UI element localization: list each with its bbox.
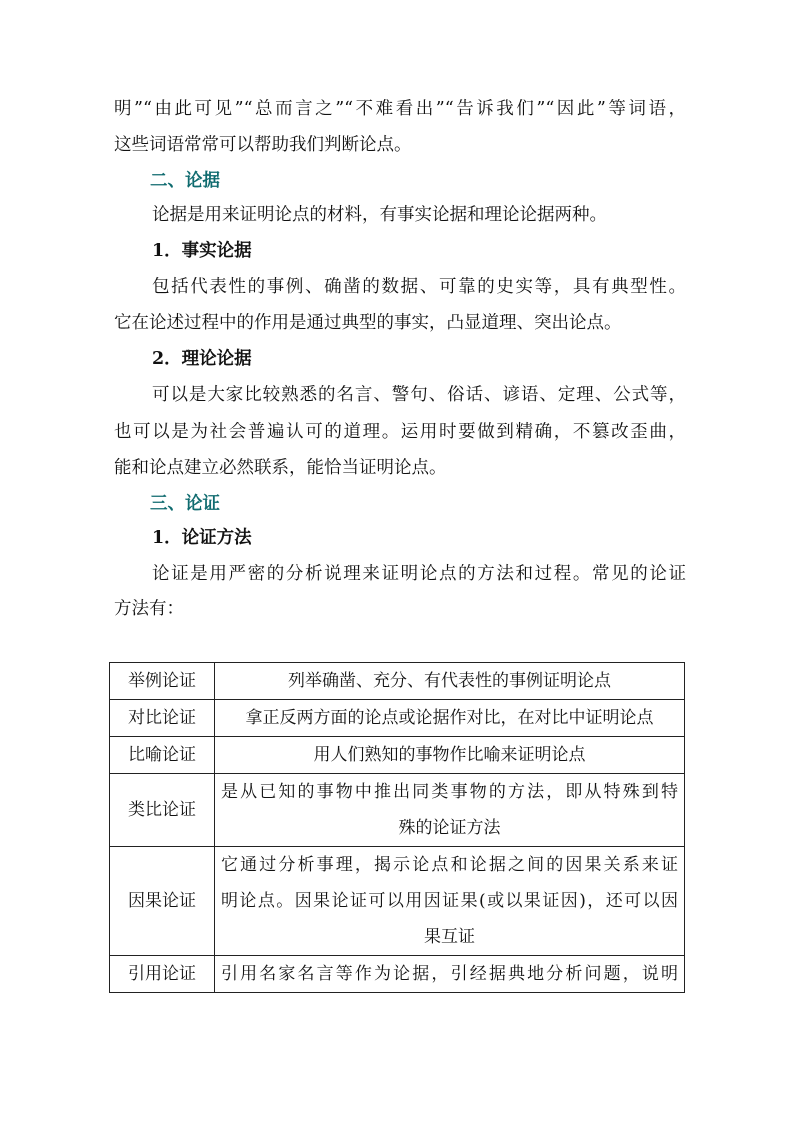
method-name-cell: 引用论证 — [110, 956, 215, 993]
paragraph-line: 方法有： — [114, 599, 184, 619]
method-description-cell — [215, 847, 685, 956]
table-row — [110, 956, 685, 993]
paragraph-line: 能和论点建立必然联系，能恰当证明论点。 — [114, 458, 447, 478]
paragraph-line: 包括代表性的事例、确凿的数据、可靠的史实等，具有典型性。 — [152, 277, 686, 297]
method-name-cell: 因果论证 — [110, 847, 215, 956]
description-line: 用人们熟知的事物作比喻来证明论点 — [313, 745, 586, 765]
method-name-cell: 比喻论证 — [110, 737, 215, 774]
method-description-cell — [215, 737, 685, 774]
method-name-cell: 举例论证 — [110, 663, 215, 700]
method-name-cell: 对比论证 — [110, 700, 215, 737]
subsection-heading: 1．论证方法 — [152, 528, 252, 548]
paragraph-line: 论证是用严密的分析说理来证明论点的方法和过程。常见的论证 — [152, 564, 686, 584]
description-line: 拿正反两方面的论点或论据作对比，在对比中证明论点 — [245, 708, 654, 728]
description-line: 列举确凿、充分、有代表性的事例证明论点 — [288, 671, 611, 691]
table-row — [110, 847, 685, 956]
method-description-cell — [215, 700, 685, 737]
paragraph-line: 它在论述过程中的作用是通过典型的事实，凸显道理、突出论点。 — [114, 313, 622, 333]
method-description-cell — [215, 774, 685, 847]
description-line: 它通过分析事理，揭示论点和论据之间的因果关系来证 — [221, 855, 678, 875]
description-line: 殊的论证方法 — [398, 818, 501, 838]
method-description-cell — [215, 956, 685, 993]
paragraph-line: 这些词语常常可以帮助我们判断论点。 — [114, 135, 412, 155]
paragraph-line: 明”“由此可见”“总而言之”“不难看出”“告诉我们”“因此”等词语， — [114, 99, 686, 119]
subsection-heading: 2．理论论据 — [152, 349, 252, 369]
description-line: 明论点。因果论证可以用因证果(或以果证因)，还可以因 — [221, 891, 678, 911]
method-description-cell — [215, 663, 685, 700]
paragraph-line: 也可以是为社会普遍认可的道理。运用时要做到精确，不篡改歪曲， — [114, 422, 686, 442]
argument-methods-table — [109, 662, 685, 993]
table-row — [110, 774, 685, 847]
table-row — [110, 663, 685, 700]
paragraph-line: 论据是用来证明论点的材料，有事实论据和理论论据两种。 — [152, 205, 607, 225]
table-row — [110, 737, 685, 774]
description-line: 引用名家名言等作为论据，引经据典地分析问题，说明 — [221, 964, 678, 984]
description-line: 果互证 — [424, 927, 475, 947]
table-row — [110, 700, 685, 737]
subsection-heading: 1．事实论据 — [152, 241, 252, 261]
description-line: 是从已知的事物中推出同类事物的方法，即从特殊到特 — [221, 782, 678, 802]
method-name-cell: 类比论证 — [110, 774, 215, 847]
section-heading: 二、论据 — [150, 171, 220, 191]
section-heading: 三、论证 — [150, 494, 220, 514]
paragraph-line: 可以是大家比较熟悉的名言、警句、俗话、谚语、定理、公式等， — [152, 385, 686, 405]
